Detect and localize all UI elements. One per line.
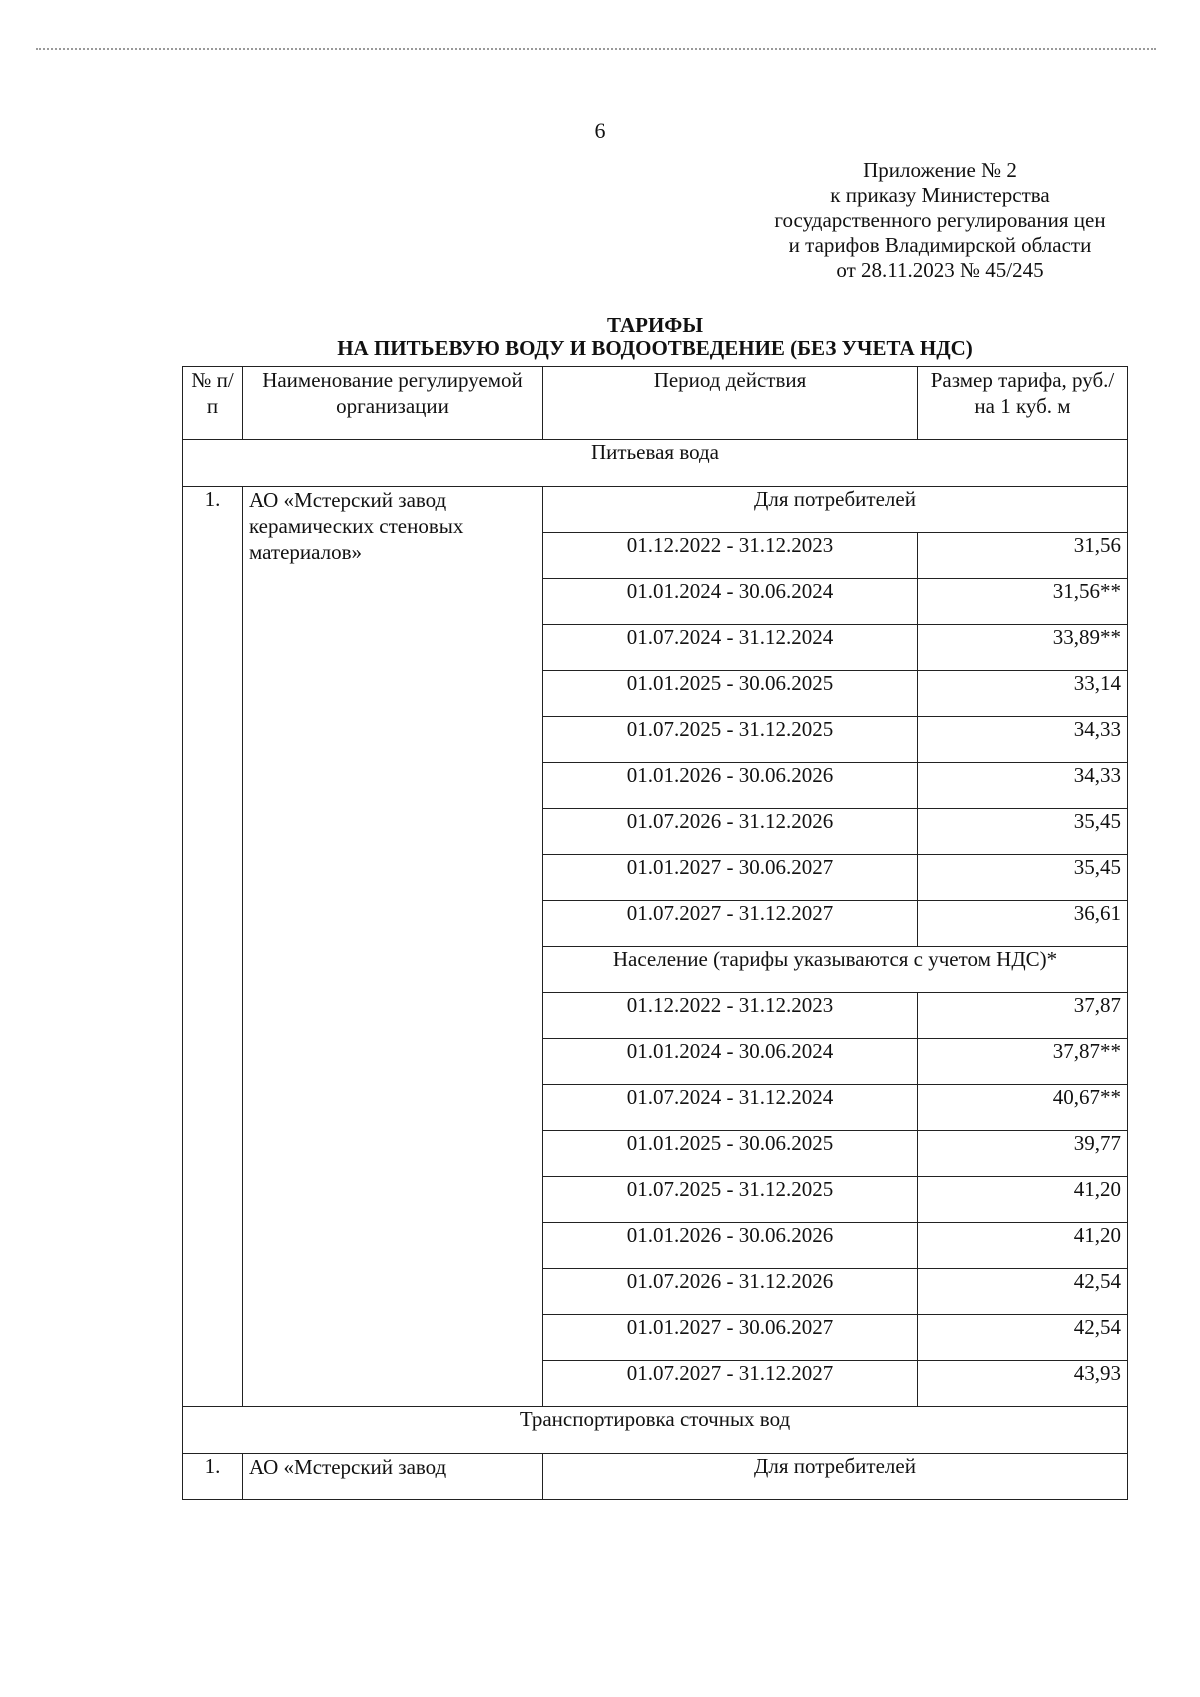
period-cell: 01.07.2025 - 31.12.2025 — [543, 1177, 918, 1223]
subheader-consumers: Для потребителей — [543, 487, 1128, 533]
period-cell: 01.01.2026 - 30.06.2026 — [543, 763, 918, 809]
period-cell: 01.07.2024 - 31.12.2024 — [543, 1085, 918, 1131]
appendix-line: от 28.11.2023 № 45/245 — [836, 258, 1044, 282]
tariff-value-cell: 41,20 — [918, 1177, 1128, 1223]
organization-name: АО «Мстерский завод керамических стеновых материалов» — [243, 487, 543, 1407]
subheader-row-consumers — [183, 487, 1128, 533]
period-cell: 01.07.2027 - 31.12.2027 — [543, 1361, 918, 1407]
header-period: Период действия — [543, 367, 918, 440]
tariff-value-cell: 31,56 — [918, 533, 1128, 579]
table-header-row — [183, 367, 1128, 440]
row-index: 1. — [183, 1454, 243, 1500]
period-cell: 01.01.2025 - 30.06.2025 — [543, 671, 918, 717]
period-cell: 01.07.2025 - 31.12.2025 — [543, 717, 918, 763]
tariff-value-cell: 36,61 — [918, 901, 1128, 947]
period-cell: 01.07.2027 - 31.12.2027 — [543, 901, 918, 947]
appendix-line: государственного регулирования цен — [774, 208, 1106, 232]
period-cell: 01.07.2026 - 31.12.2026 — [543, 1269, 918, 1315]
subheader-row-consumers — [183, 1454, 1128, 1500]
section-title: Транспортировка сточных вод — [183, 1407, 1128, 1454]
title-line-1: ТАРИФЫ — [607, 313, 703, 337]
section-row-wastewater-transport — [183, 1407, 1128, 1454]
tariff-value-cell: 41,20 — [918, 1223, 1128, 1269]
header-tariff: Размер тарифа, руб./на 1 куб. м — [918, 367, 1128, 440]
appendix-line: и тарифов Владимирской области — [788, 233, 1092, 257]
row-index: 1. — [183, 487, 243, 1407]
subheader-consumers: Для потребителей — [543, 1454, 1128, 1500]
tariff-value-cell: 33,89** — [918, 625, 1128, 671]
header-organization: Наименование регулируемой организации — [243, 367, 543, 440]
period-cell: 01.07.2024 - 31.12.2024 — [543, 625, 918, 671]
tariff-value-cell: 34,33 — [918, 717, 1128, 763]
period-cell: 01.01.2024 - 30.06.2024 — [543, 579, 918, 625]
appendix-line: Приложение № 2 — [863, 158, 1017, 182]
header-number: № п/п — [183, 367, 243, 440]
appendix-line: к приказу Министерства — [830, 183, 1050, 207]
appendix-reference — [700, 158, 1180, 283]
period-cell: 01.12.2022 - 31.12.2023 — [543, 993, 918, 1039]
tariff-value-cell: 37,87 — [918, 993, 1128, 1039]
tariff-value-cell: 35,45 — [918, 809, 1128, 855]
period-cell: 01.01.2027 - 30.06.2027 — [543, 855, 918, 901]
period-cell: 01.12.2022 - 31.12.2023 — [543, 533, 918, 579]
tariff-value-cell: 35,45 — [918, 855, 1128, 901]
section-title: Питьевая вода — [183, 440, 1128, 487]
period-cell: 01.01.2027 - 30.06.2027 — [543, 1315, 918, 1361]
tariff-value-cell: 40,67** — [918, 1085, 1128, 1131]
tariff-value-cell: 33,14 — [918, 671, 1128, 717]
scan-artifact-line — [36, 48, 1156, 50]
page-number: 6 — [594, 118, 606, 143]
document-title — [0, 314, 1200, 360]
tariff-value-cell: 31,56** — [918, 579, 1128, 625]
period-cell: 01.01.2024 - 30.06.2024 — [543, 1039, 918, 1085]
period-cell: 01.07.2026 - 31.12.2026 — [543, 809, 918, 855]
tariff-value-cell: 37,87** — [918, 1039, 1128, 1085]
title-line-2: НА ПИТЬЕВУЮ ВОДУ И ВОДООТВЕДЕНИЕ (БЕЗ УЧЕТА НДС) — [337, 336, 973, 360]
organization-name: АО «Мстерский завод — [243, 1454, 543, 1500]
period-cell: 01.01.2026 - 30.06.2026 — [543, 1223, 918, 1269]
subheader-population: Население (тарифы указываются с учетом НДС)* — [543, 947, 1128, 993]
period-cell: 01.01.2025 - 30.06.2025 — [543, 1131, 918, 1177]
tariff-value-cell: 34,33 — [918, 763, 1128, 809]
section-row-drinking-water — [183, 440, 1128, 487]
tariff-value-cell: 42,54 — [918, 1269, 1128, 1315]
tariff-table — [182, 366, 1128, 1500]
tariff-value-cell: 39,77 — [918, 1131, 1128, 1177]
tariff-value-cell: 42,54 — [918, 1315, 1128, 1361]
tariff-value-cell: 43,93 — [918, 1361, 1128, 1407]
